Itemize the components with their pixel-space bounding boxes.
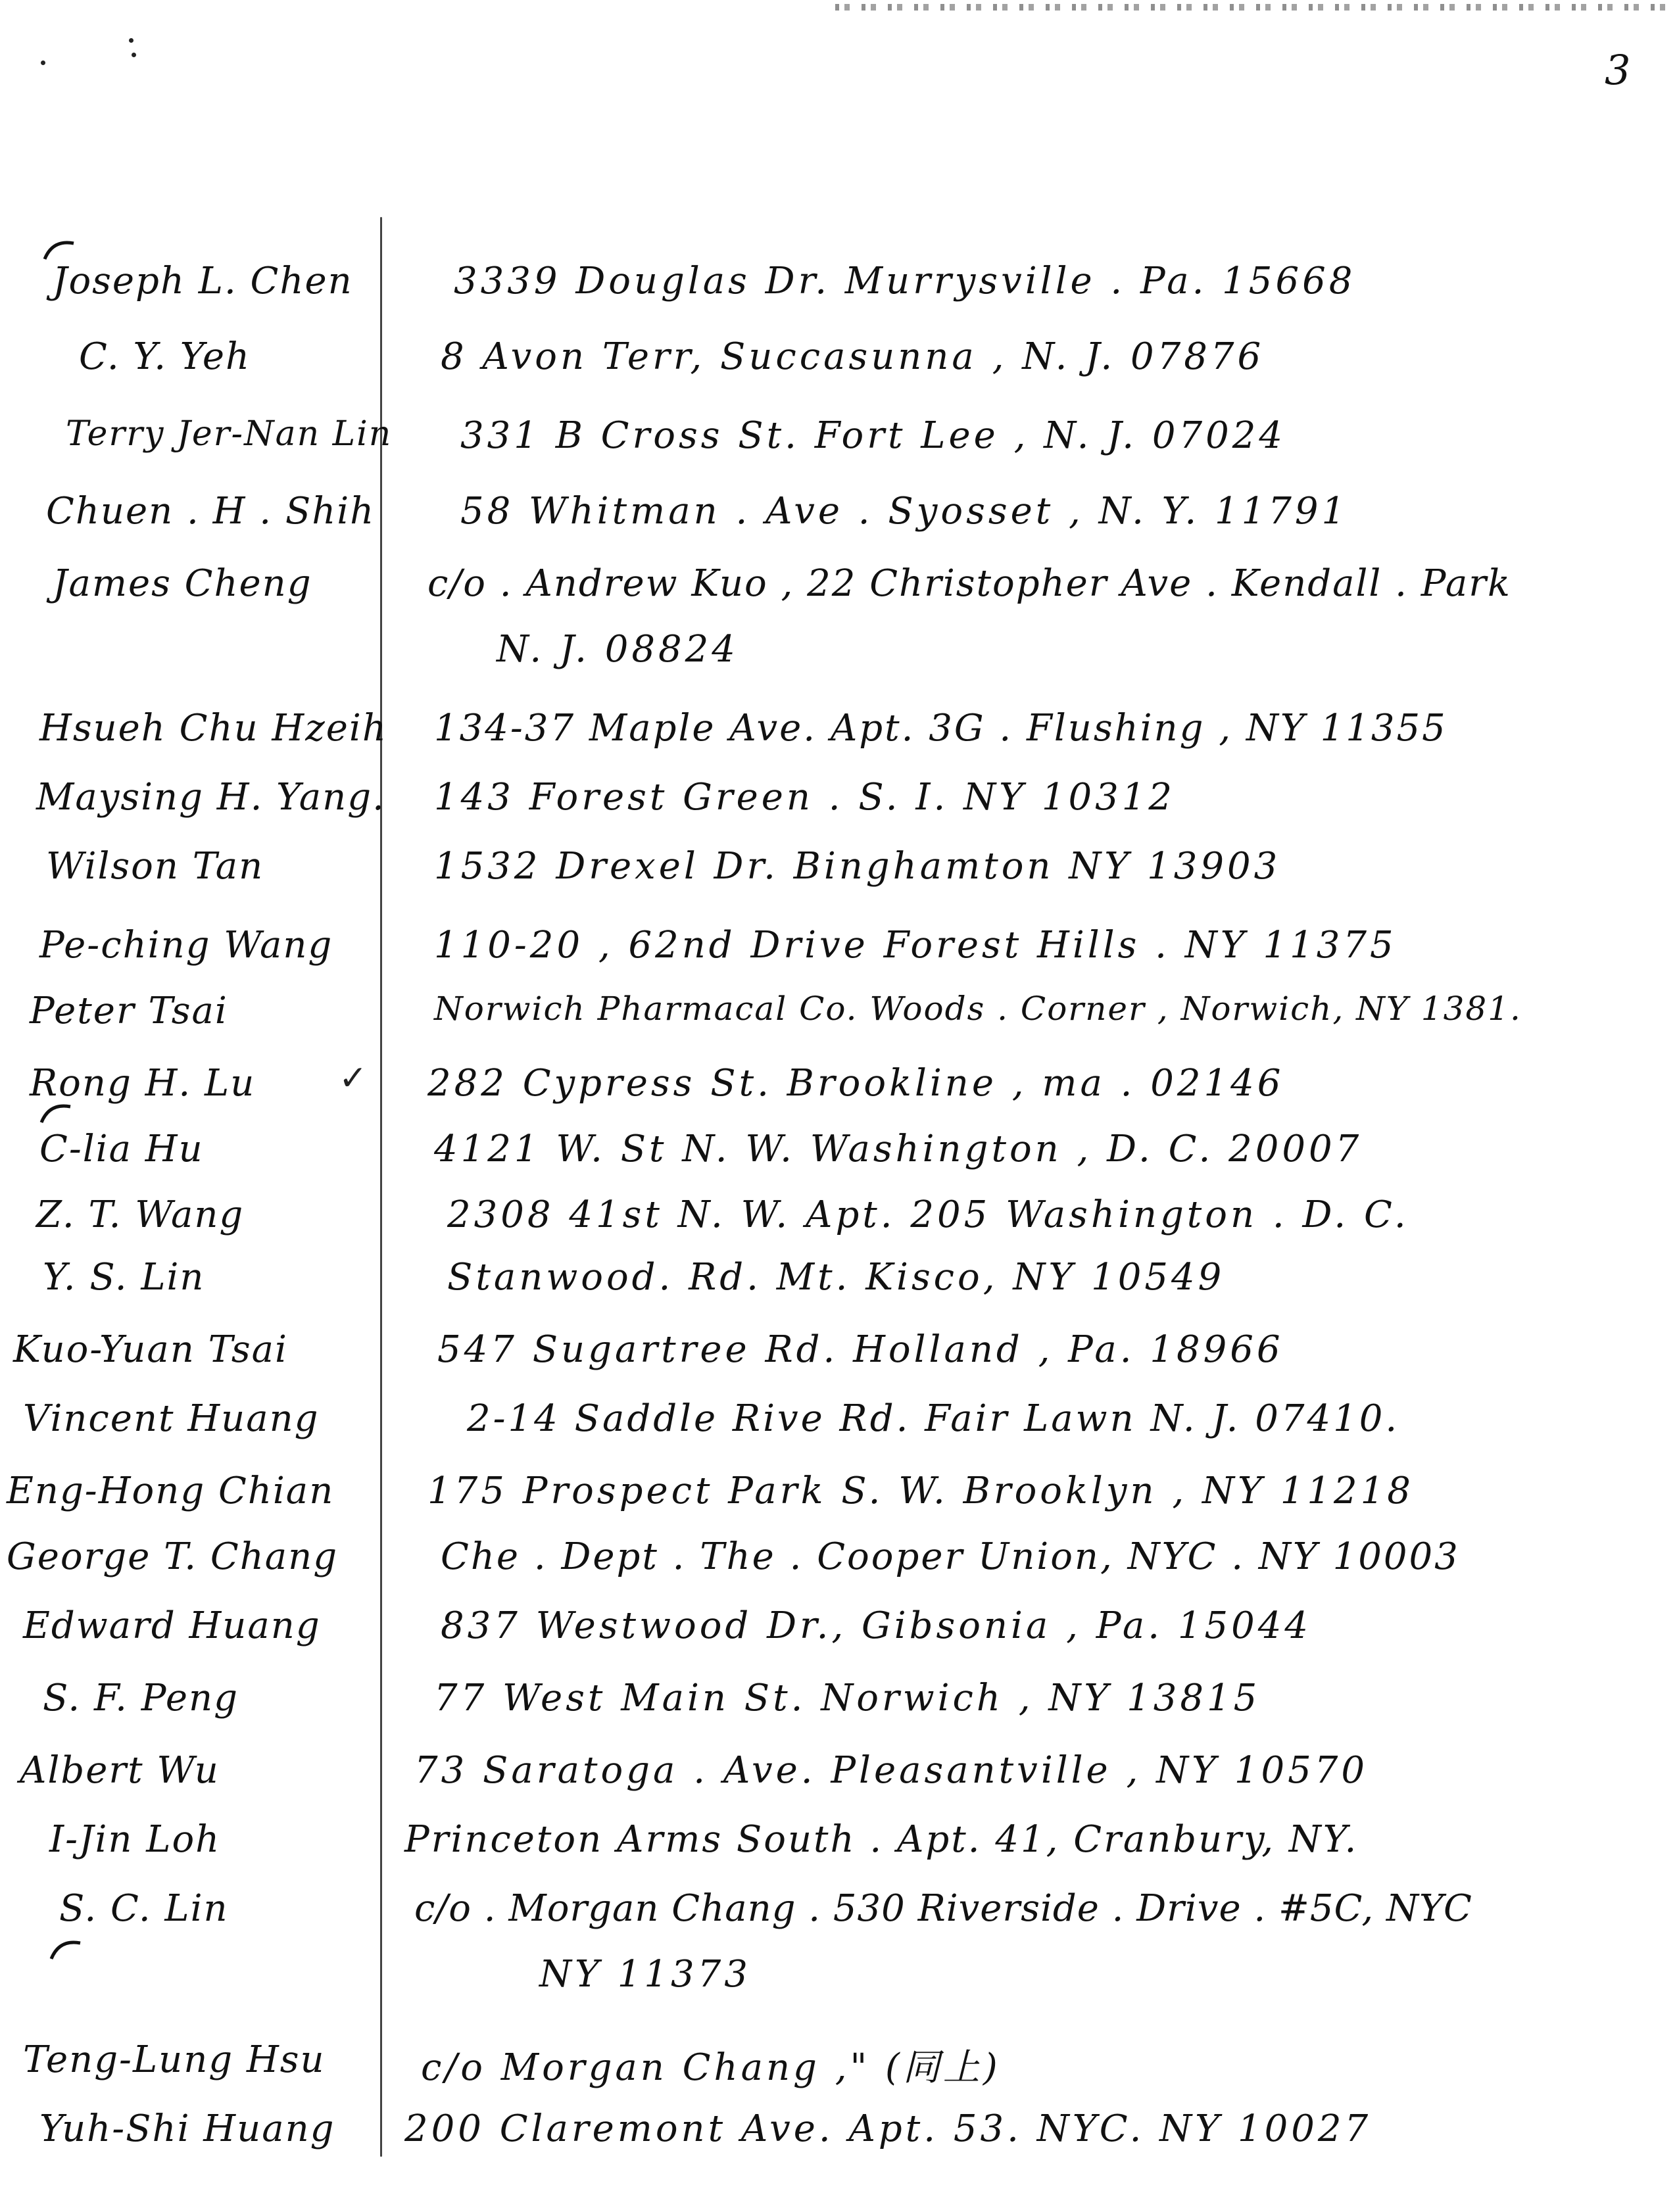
contact-address: 110-20 , 62nd Drive Forest Hills . NY 11375 bbox=[434, 924, 1397, 967]
contact-name: Chuen . H . Shih bbox=[46, 490, 376, 533]
list-item bbox=[0, 1677, 1677, 1743]
contact-address: Princeton Arms South . Apt. 41, Cranbury, NY. bbox=[404, 1818, 1359, 1861]
page-number: 3 bbox=[1605, 46, 1631, 94]
list-item bbox=[0, 776, 1677, 842]
list-item bbox=[0, 2107, 1677, 2173]
contact-name: Vincent Huang bbox=[23, 1397, 320, 1440]
contact-name: James Cheng bbox=[53, 562, 312, 605]
check-arc-mark bbox=[39, 237, 79, 263]
contact-address: 77 West Main St. Norwich , NY 13815 bbox=[434, 1677, 1261, 1719]
contact-address-continued: N. J. 08824 bbox=[497, 628, 739, 671]
contact-name: Teng-Lung Hsu bbox=[23, 2038, 326, 2081]
list-item bbox=[0, 2038, 1677, 2104]
contact-address: 58 Whitman . Ave . Syosset , N. Y. 11791 bbox=[460, 490, 1349, 533]
scan-speck bbox=[41, 60, 45, 65]
check-arc-mark bbox=[46, 1936, 85, 1963]
contact-name: Eng-Hong Chian bbox=[7, 1470, 335, 1512]
contact-address-continued: NY 11373 bbox=[539, 1953, 751, 1996]
list-item bbox=[0, 335, 1677, 401]
contact-name: Pe-ching Wang bbox=[39, 924, 333, 967]
list-item bbox=[0, 1818, 1677, 1884]
list-item bbox=[0, 1887, 1677, 2012]
contact-name: Joseph L. Chen bbox=[53, 260, 353, 302]
list-item bbox=[0, 707, 1677, 773]
contact-address: 200 Claremont Ave. Apt. 53. NYC. NY 10027 bbox=[404, 2107, 1372, 2150]
list-item bbox=[0, 990, 1677, 1055]
contact-name: Kuo-Yuan Tsai bbox=[13, 1328, 288, 1371]
list-item bbox=[0, 1749, 1677, 1815]
contact-address: 331 B Cross St. Fort Lee , N. J. 07024 bbox=[460, 414, 1286, 457]
contact-name: Hsueh Chu Hzeih bbox=[39, 707, 387, 750]
check-arc-mark bbox=[36, 1100, 76, 1126]
scan-edge-artifact bbox=[835, 4, 1677, 11]
scan-speck bbox=[129, 38, 134, 43]
list-item bbox=[0, 845, 1677, 911]
list-item bbox=[0, 1328, 1677, 1394]
contact-address: 8 Avon Terr, Succasunna , N. J. 07876 bbox=[441, 335, 1265, 378]
contact-address: c/o . Andrew Kuo , 22 Christopher Ave . Kendall . Park bbox=[427, 562, 1511, 605]
scan-speck bbox=[132, 53, 136, 57]
contact-name: Peter Tsai bbox=[30, 990, 228, 1032]
list-item bbox=[0, 1397, 1677, 1463]
contact-name: I-Jin Loh bbox=[49, 1818, 221, 1861]
contact-address: 1532 Drexel Dr. Binghamton NY 13903 bbox=[434, 845, 1281, 888]
contact-address: Norwich Pharmacal Co. Woods . Corner , Norwich, NY 1381. bbox=[434, 990, 1522, 1028]
contact-name: Z. T. Wang bbox=[36, 1193, 245, 1236]
contact-name: Wilson Tan bbox=[46, 845, 264, 888]
list-item bbox=[0, 1470, 1677, 1535]
contact-address: 2308 41st N. W. Apt. 205 Washington . D. C. bbox=[447, 1193, 1409, 1236]
contact-name: Terry Jer-Nan Lin bbox=[66, 414, 393, 454]
list-item bbox=[0, 1128, 1677, 1193]
contact-address: 134-37 Maple Ave. Apt. 3G . Flushing , NY 11355 bbox=[434, 707, 1447, 750]
contact-name: Albert Wu bbox=[20, 1749, 220, 1792]
contact-address: Che . Dept . The . Cooper Union, NYC . NY 10003 bbox=[441, 1535, 1460, 1578]
check-mark: ✓ bbox=[339, 1059, 368, 1098]
contact-address: c/o Morgan Chang ," (同上) bbox=[421, 2046, 1001, 2089]
contact-name: Yuh-Shi Huang bbox=[39, 2107, 335, 2150]
contact-address: 2-14 Saddle Rive Rd. Fair Lawn N. J. 07410. bbox=[467, 1397, 1400, 1440]
contact-address: Stanwood. Rd. Mt. Kisco, NY 10549 bbox=[447, 1256, 1225, 1299]
list-item bbox=[0, 414, 1677, 480]
list-item bbox=[0, 924, 1677, 990]
list-item bbox=[0, 260, 1677, 325]
contact-name: George T. Chang bbox=[7, 1535, 339, 1578]
contact-address: 4121 W. St N. W. Washington , D. C. 20007 bbox=[434, 1128, 1363, 1170]
contact-name: S. C. Lin bbox=[59, 1887, 229, 1930]
list-item bbox=[0, 562, 1677, 687]
list-item bbox=[0, 490, 1677, 556]
contact-name: Maysing H. Yang. bbox=[36, 776, 385, 819]
contact-name: C-lia Hu bbox=[39, 1128, 204, 1170]
contact-address: 73 Saratoga . Ave. Pleasantville , NY 10570 bbox=[414, 1749, 1369, 1792]
list-item bbox=[0, 1256, 1677, 1322]
contact-name: C. Y. Yeh bbox=[79, 335, 251, 378]
contact-name: S. F. Peng bbox=[43, 1677, 239, 1719]
list-item bbox=[0, 1059, 1677, 1128]
list-item bbox=[0, 1535, 1677, 1601]
contact-address: c/o . Morgan Chang . 530 Riverside . Drive . #5C, NYC bbox=[414, 1887, 1472, 1930]
contact-address: 282 Cypress St. Brookline , ma . 02146 bbox=[427, 1062, 1284, 1105]
contact-name: Y. S. Lin bbox=[43, 1256, 205, 1299]
list-item bbox=[0, 1604, 1677, 1670]
contact-address: 175 Prospect Park S. W. Brooklyn , NY 11218 bbox=[427, 1470, 1414, 1512]
contact-name: Edward Huang bbox=[23, 1604, 321, 1647]
contact-address: 837 Westwood Dr., Gibsonia , Pa. 15044 bbox=[441, 1604, 1311, 1647]
contact-name: Rong H. Lu bbox=[30, 1062, 256, 1105]
list-item bbox=[0, 1193, 1677, 1259]
contact-address: 547 Sugartree Rd. Holland , Pa. 18966 bbox=[437, 1328, 1284, 1371]
contact-address: 3339 Douglas Dr. Murrysville . Pa. 15668 bbox=[454, 260, 1356, 302]
contact-address: 143 Forest Green . S. I. NY 10312 bbox=[434, 776, 1176, 819]
